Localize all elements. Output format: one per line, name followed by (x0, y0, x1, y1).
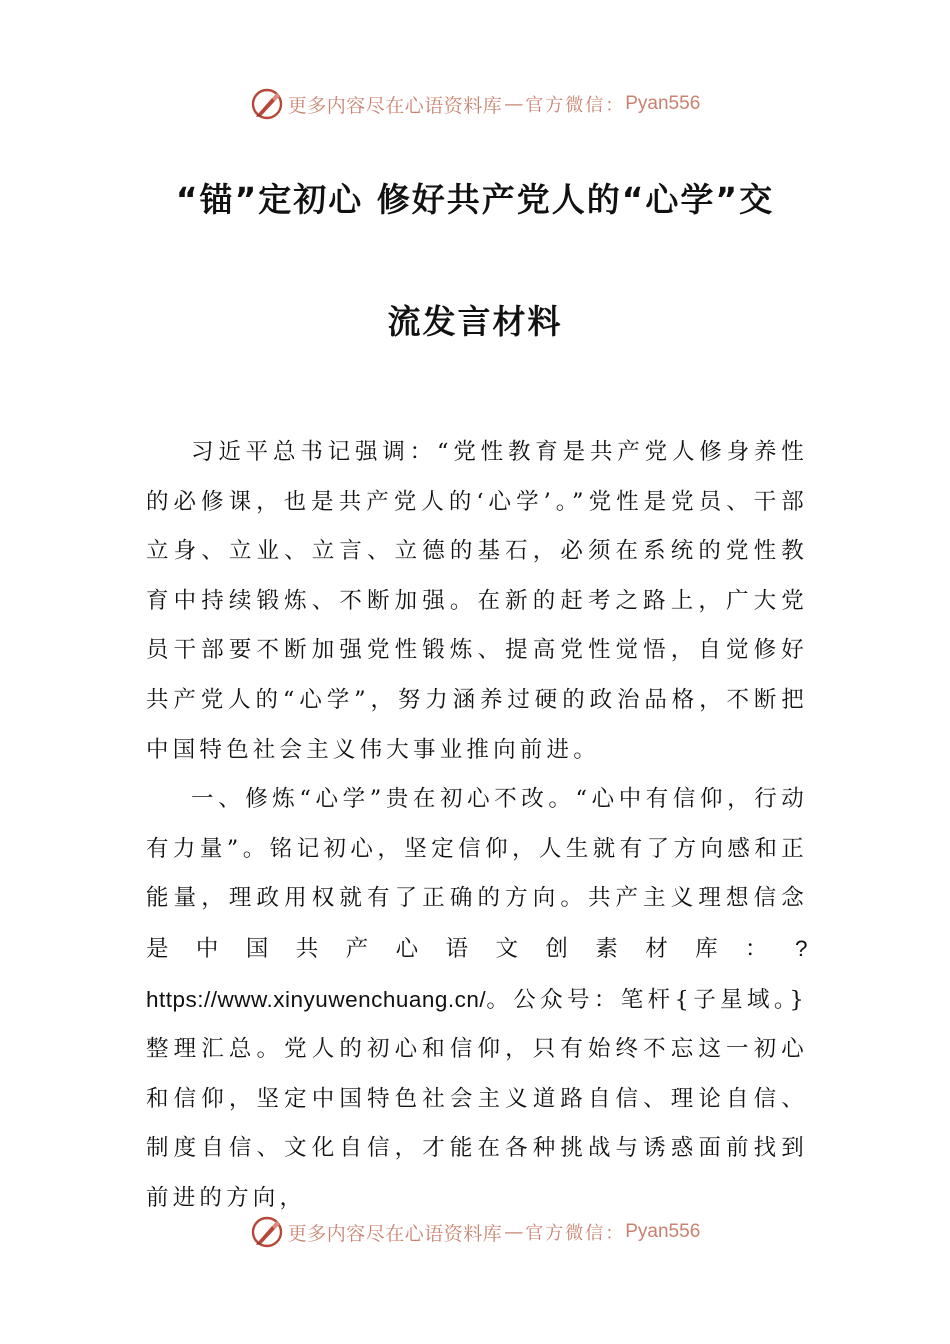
header-wechat-id: Pyan556 (625, 93, 701, 114)
header-wechat-label: 官方微信： (525, 95, 626, 116)
document-title-line2: 流发言材料 (387, 302, 563, 341)
document-body (146, 428, 808, 1224)
paragraph-1: 习近平总书记强调：“党性教育是共产党人修身养性的必修课，也是共产党人的‘心学’。”党性是党员、干部立身、立业、立言、立德的基石，必须在系统的党性教育中持续锻炼、不断加强。在新的赶考之路上，广大党员干部要不断加强党性锻炼、提高党性觉悟，自觉修好共产党人的“心学”，努力涵养过硬的政治品格，不断把中国特色社会主义伟大事业推向前进。 (146, 439, 808, 763)
document-title-line1: “锚”定初心 修好共产党人的“心学”交 (175, 180, 775, 219)
footer-wechat-label: 官方微信： (525, 1223, 626, 1244)
paragraph-2-part2: 。公众号：笔杆{子星域。}整理汇总。党人的初心和信仰，只有始终不忘这一初心和信仰，坚定中国特色社会主义道路自信、理论自信、制度自信、文化自信，才能在各种挑战与诱惑面前找到前进的方向， (146, 986, 808, 1211)
header-promo-text: 更多内容尽在心语资料库 (287, 94, 503, 117)
footer-promo-text: 更多内容尽在心语资料库 (287, 1222, 503, 1245)
pen-logo-icon (250, 87, 284, 121)
paragraph-2-part1: 一、修炼“心学”贵在初心不改。“心中有信仰，行动有力量”。铭记初心，坚定信仰，人生就有了方向感和正能量，理政用权就有了正确的方向。共产主义理想信念是中国共产心语文创素材库： (146, 786, 808, 962)
footer-banner (0, 1212, 950, 1252)
footer-wechat-id: Pyan556 (625, 1221, 701, 1242)
pen-logo-icon (250, 1215, 284, 1249)
source-url: ?https://www.xinyuwenchuang.cn/ (146, 935, 808, 1012)
header-banner (0, 84, 950, 124)
footer-separator: — (504, 1221, 524, 1243)
header-separator: — (504, 93, 524, 115)
paragraph-2 (146, 775, 808, 1223)
